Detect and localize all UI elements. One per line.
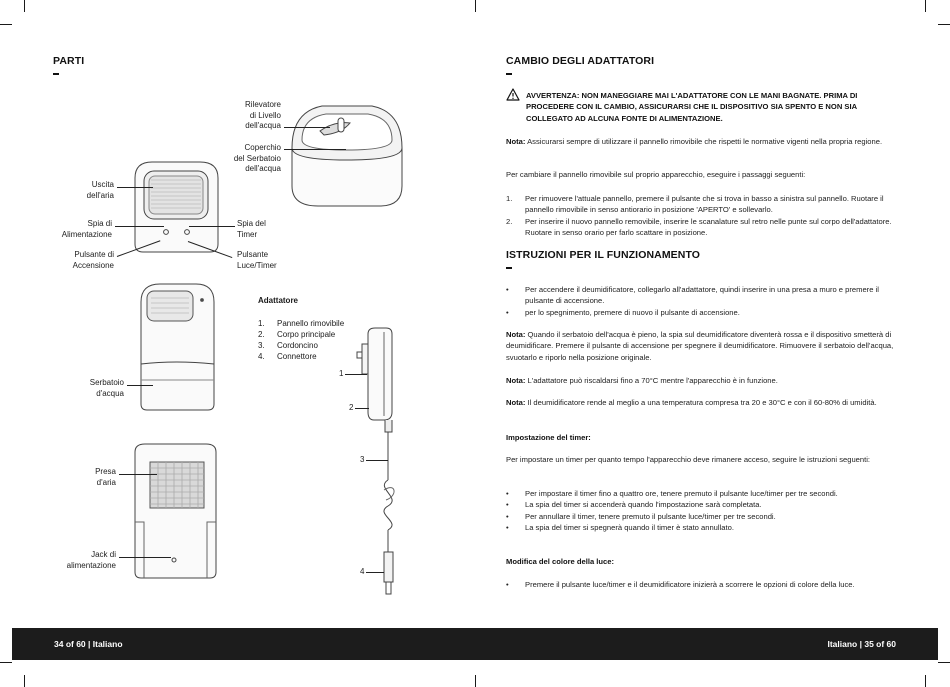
label-power-button: Pulsante di Accensione — [72, 250, 114, 270]
callout-2: 2 — [349, 403, 354, 412]
crop-mark — [925, 0, 926, 12]
crop-mark — [938, 662, 950, 663]
legend-item: 1. Pannello rimovibile — [258, 319, 345, 328]
leader-line — [119, 557, 171, 558]
callout-3: 3 — [360, 455, 365, 464]
warning-text: AVVERTENZA: NON MANEGGIARE MAI L'ADATTATORE CON LE MANI BAGNATE. PRIMA DI PROCEDERE CON IL CAMBIO, ASSICURARSI CHE IL DISPOSITIVO SIA SPENTO E NON SIA COLLEGATO AD ALCUNA FONTE DI ALIMENTAZIONE. — [526, 91, 858, 123]
crop-mark — [475, 0, 476, 12]
label-tank-lid: Coperchio del Serbatoio dell'acqua — [233, 143, 281, 173]
footer-right-page-number: Italiano | 35 of 60 — [827, 639, 896, 649]
legend-item: 2. Corpo principale — [258, 330, 336, 339]
title-dash — [506, 73, 512, 75]
footer-left-page-number: 34 of 60 | Italiano — [54, 639, 123, 649]
leader-line — [366, 572, 384, 573]
leader-line — [345, 374, 367, 375]
label-power-light: Spia di Alimentazione — [61, 219, 112, 239]
bullet-item: • per lo spegnimento, premere di nuovo il pulsante di accensione. — [506, 307, 740, 317]
leader-line — [366, 460, 388, 461]
note-adapter-heat: Nota: L'adattatore può riscaldarsi fino a 70°C mentre l'apparecchio è in funzione. — [506, 376, 778, 385]
leader-line — [284, 127, 330, 128]
label-power-jack: Jack di alimentazione — [66, 550, 116, 570]
label-light-timer-button: Pulsante Luce/Timer — [237, 250, 277, 270]
operation-bullets — [506, 284, 894, 318]
label-timer-light: Spia del Timer — [237, 219, 266, 239]
change-steps — [506, 193, 894, 238]
title-dash — [506, 267, 512, 269]
legend-item: 4. Connettore — [258, 352, 317, 361]
bullet-item: • Premere il pulsante luce/timer e il deumidificatore inizierà a scorrere le opzioni di colore della luce. — [506, 580, 855, 589]
crop-mark — [938, 24, 950, 25]
leader-line — [115, 226, 164, 227]
change-intro: Per cambiare il pannello rimovibile sul proprio apparecchio, eseguire i passaggi seguenti: — [506, 170, 806, 179]
label-air-outlet: Uscita dell'aria — [86, 180, 114, 200]
crop-mark — [925, 675, 926, 687]
timer-intro: Per impostare un timer per quanto tempo l'apparecchio deve rimanere acceso, seguire le istruzioni seguenti: — [506, 455, 871, 464]
leader-line — [127, 385, 153, 386]
bullet-item: • Per accendere il deumidificatore, collegarlo all'adattatore, quindi inserire in una presa a muro e premere il pulsante di accensione. — [506, 285, 879, 306]
callout-1: 1 — [339, 369, 344, 378]
parts-title: PARTI — [53, 55, 85, 67]
label-air-inlet: Presa d'aria — [95, 467, 116, 487]
leader-line — [284, 149, 346, 150]
timer-heading: Impostazione del timer: — [506, 433, 591, 442]
dehumidifier-top-illustration — [292, 106, 402, 206]
light-bullets — [506, 579, 894, 590]
dehumidifier-front-illustration — [135, 162, 218, 252]
warning-icon — [506, 88, 520, 101]
label-water-tank: Serbatoio d'acqua — [89, 378, 124, 398]
leader-line — [189, 226, 235, 227]
bullet-item: • La spia del timer si accenderà quando l'impostazione sarà completata. — [506, 500, 762, 510]
crop-mark — [475, 675, 476, 687]
legend-item: 3. Cordoncino — [258, 341, 318, 350]
label-water-level-sensor: Rilevatore di Livello dell'acqua — [244, 100, 281, 130]
dehumidifier-side-illustration — [141, 284, 214, 410]
timer-bullets — [506, 488, 894, 533]
bullet-item: • Per impostare il timer fino a quattro ore, tenere premuto il pulsante luce/timer per tre secondi. — [506, 489, 838, 498]
adapter-legend — [258, 318, 344, 362]
note-temperature: Nota: Il deumidificatore rende al meglio a una temperatura compresa tra 20 e 30°C e con il 60-80% di umidità. — [506, 398, 877, 407]
leader-line — [355, 408, 369, 409]
operation-title: ISTRUZIONI PER IL FUNZIONAMENTO — [506, 249, 701, 261]
parts-illustrations — [0, 0, 475, 628]
note-regulation: Nota: Assicurarsi sempre di utilizzare il pannello rimovibile che rispetti le normative vigenti nella propria regione. — [506, 137, 883, 146]
leader-line — [119, 474, 157, 475]
note-tank-full: Nota: Quando il serbatoio dell'acqua è pieno, la spia sul deumidificatore diventerà rossa e il dispositivo smetterà di deumidificare. Premere il pulsante di accensione per spegnere il deumidificatore. Rimuovere il serbatoio dell'acqua, svuotarlo e riporlo nella posizione originale. — [506, 330, 894, 362]
adapter-legend-title: Adattatore — [258, 296, 299, 305]
light-heading: Modifica del colore della luce: — [506, 557, 615, 566]
step-item: 2. Per inserire il nuovo pannello removibile, inserire le scanalature sul retro nelle punte sul corpo dell'adattatore. Ruotare in senso orario per farlo scattare in posizione. — [506, 216, 892, 237]
callout-4: 4 — [360, 567, 365, 576]
bullet-item: • Per annullare il timer, tenere premuto il pulsante luce/timer per tre secondi. — [506, 511, 776, 521]
page-footer — [12, 628, 938, 660]
step-item: 1. Per rimuovere l'attuale pannello, premere il pulsante che si trova in basso a sinistra sul pannello. Ruotare il pannello rimovibile in senso antiorario in posizione 'APERTO' e sollevarlo. — [506, 194, 884, 215]
bullet-item: • La spia del timer si spegnerà quando il timer è stato annullato. — [506, 522, 734, 532]
leader-line — [117, 187, 153, 188]
adapters-title: CAMBIO DEGLI ADATTATORI — [506, 55, 655, 67]
